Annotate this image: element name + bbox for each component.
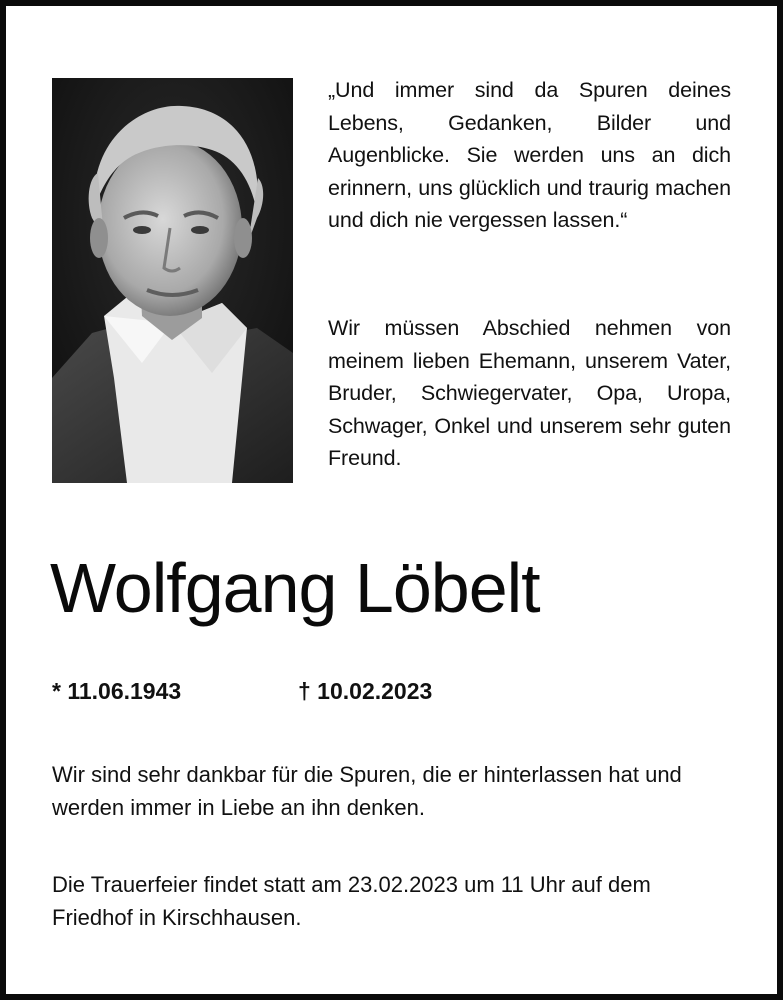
birth-date: * 11.06.1943 <box>52 678 182 704</box>
thanks-text: Wir sind sehr dankbar für die Spuren, die er hinterlassen hat und werden immer in Liebe an ihn denken. <box>52 762 682 820</box>
portrait-photo <box>52 78 293 483</box>
farewell-text: Wir müssen Abschied nehmen von meinem lieben Ehemann, unserem Vater, Bruder, Schwiegervater, Opa, Uropa, Schwager, Onkel und unserem sehr guten Freund. <box>328 316 731 471</box>
portrait-icon <box>52 78 293 483</box>
death-date: † 10.02.2023 <box>298 678 433 704</box>
funeral-info: Die Trauerfeier findet statt am 23.02.2023 um 11 Uhr auf dem Friedhof in Kirschhausen. <box>52 872 651 930</box>
quote-text: „Und immer sind da Spuren deines Lebens, Gedanken, Bilder und Augenblicke. Sie werden uns an dich erinnern, uns glücklich und traurig machen und dich nie vergessen lassen.“ <box>328 78 731 233</box>
memorial-quote <box>328 74 731 237</box>
deceased-name: Wolfgang Löbelt <box>50 549 540 627</box>
